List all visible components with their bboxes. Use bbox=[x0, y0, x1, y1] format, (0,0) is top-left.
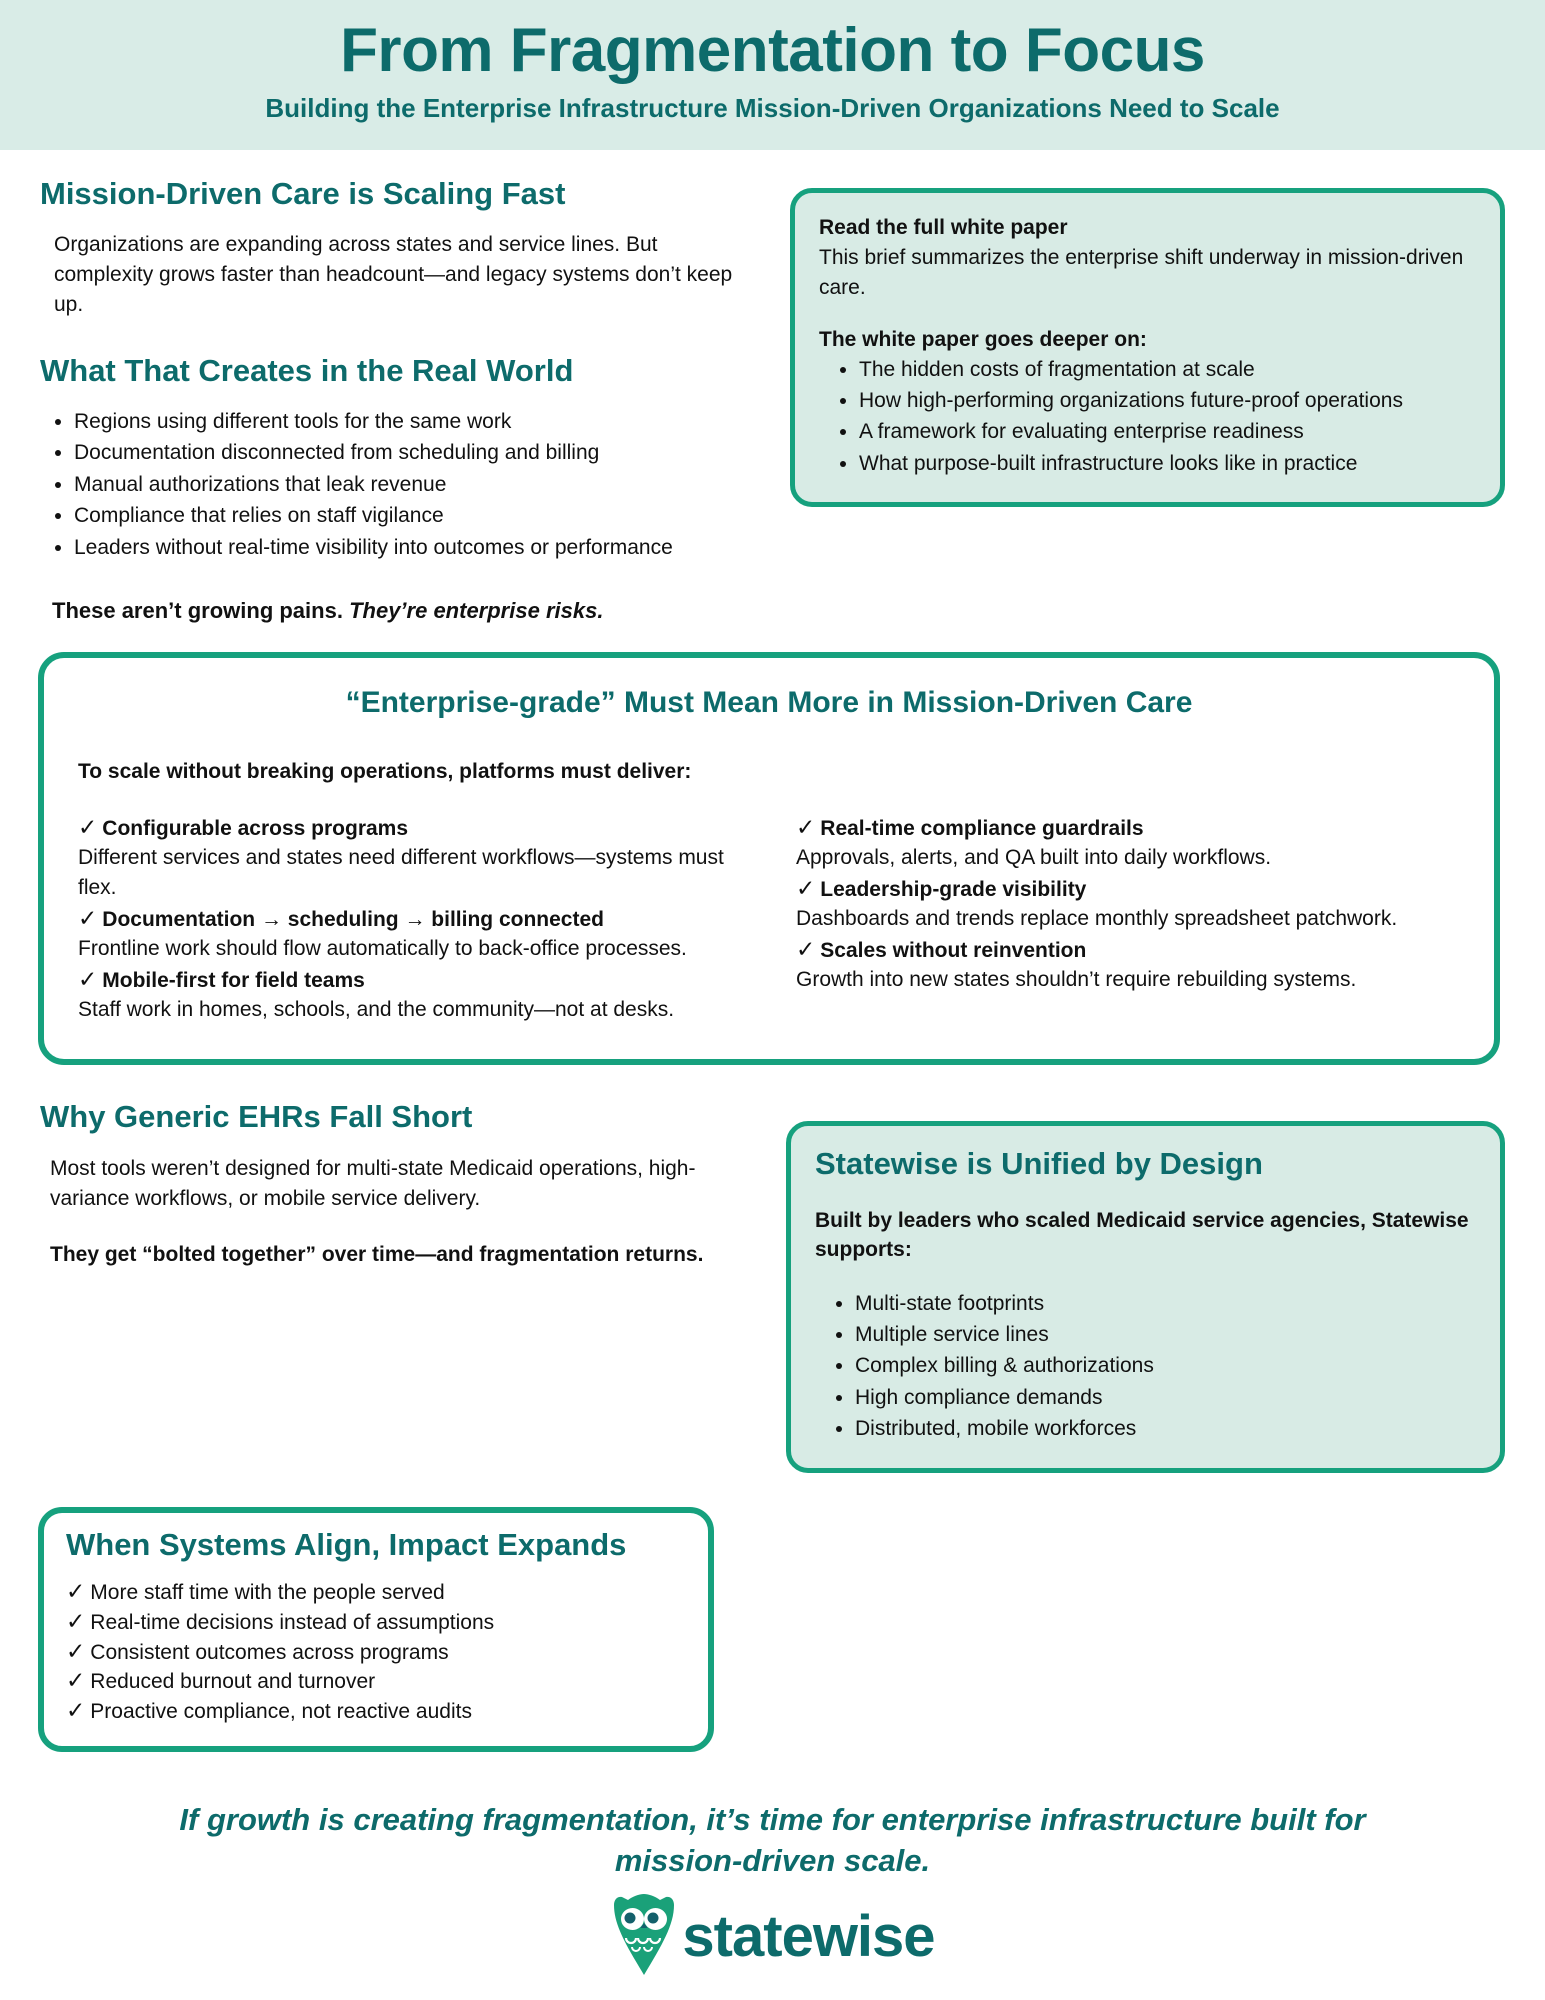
feature-title bbox=[796, 873, 1460, 904]
feature-description: Dashboards and trends replace monthly spreadsheet patchwork. bbox=[796, 907, 1398, 931]
list-item-label: Reduced burnout and turnover bbox=[90, 1670, 376, 1694]
white-paper-list-heading: The white paper goes deeper on: bbox=[819, 327, 1147, 351]
enterprise-grade-lead: To scale without breaking operations, platforms must deliver: bbox=[78, 760, 692, 784]
impact-title: When Systems Align, Impact Expands bbox=[66, 1526, 627, 1562]
feature-title-text: Scales without reinvention bbox=[820, 939, 1087, 963]
list-item: • The hidden costs of fragmentation at scale bbox=[859, 355, 1476, 385]
feature-title bbox=[796, 812, 1460, 843]
list-item: • How high-performing organizations future-proof operations bbox=[859, 386, 1476, 416]
check-icon: ✓ bbox=[78, 965, 98, 992]
real-world-list bbox=[40, 407, 760, 563]
impact-box bbox=[38, 1507, 714, 1752]
page-subtitle: Building the Enterprise Infrastructure Mission-Driven Organizations Need to Scale bbox=[265, 93, 1280, 124]
ehr-heading: Why Generic EHRs Fall Short bbox=[40, 1098, 473, 1134]
feature-description: Frontline work should flow automatically to back-office processes. bbox=[78, 937, 687, 961]
statewise-column bbox=[786, 1099, 1505, 1473]
statewise-title: Statewise is Unified by Design bbox=[815, 1145, 1263, 1181]
list-item: • Complex billing & authorizations bbox=[855, 1351, 1476, 1381]
statewise-logo bbox=[0, 1891, 1545, 1982]
risks-italic-text: They’re enterprise risks. bbox=[349, 598, 604, 624]
list-item: • Multiple service lines bbox=[855, 1320, 1476, 1350]
statewise-callout bbox=[786, 1121, 1505, 1473]
feature-title bbox=[78, 903, 742, 934]
list-item: • Manual authorizations that leak revenue bbox=[74, 470, 760, 500]
real-world-heading: What That Creates in the Real World bbox=[40, 353, 574, 389]
list-item: • Documentation disconnected from scheduling and billing bbox=[74, 438, 760, 468]
feature-title-text: Real-time compliance guardrails bbox=[820, 817, 1144, 841]
ehr-column bbox=[40, 1099, 760, 1473]
enterprise-features-right bbox=[796, 812, 1460, 1025]
feature-description: Approvals, alerts, and QA built into daily workflows. bbox=[796, 846, 1272, 870]
enterprise-risks-line bbox=[0, 564, 1545, 624]
scaling-paragraph: Organizations are expanding across states and service lines. But complexity grows faster than headcount—and legacy systems don’t keep up. bbox=[54, 232, 733, 316]
feature-description: Different services and states need different workflows—systems must flex. bbox=[78, 846, 724, 900]
list-item: • Regions using different tools for the same work bbox=[74, 407, 760, 437]
white-paper-list bbox=[819, 355, 1476, 480]
list-item bbox=[66, 1637, 686, 1667]
feature-title-text: Configurable across programs bbox=[102, 817, 409, 841]
page-header bbox=[0, 0, 1545, 150]
section-scaling-and-whitepaper bbox=[0, 150, 1545, 564]
check-icon: ✓ bbox=[66, 1637, 86, 1664]
spacer bbox=[819, 303, 1476, 325]
page-title: From Fragmentation to Focus bbox=[340, 16, 1205, 85]
list-item-label: Consistent outcomes across programs bbox=[90, 1640, 449, 1664]
risks-bold-text: These aren’t growing pains. bbox=[52, 598, 343, 624]
check-icon: ✓ bbox=[66, 1607, 86, 1634]
list-item-label: Real-time decisions instead of assumptions bbox=[90, 1610, 495, 1634]
list-item bbox=[66, 1666, 686, 1696]
list-item: • A framework for evaluating enterprise readiness bbox=[859, 417, 1476, 447]
list-item: • What purpose-built infrastructure looks like in practice bbox=[859, 449, 1476, 479]
white-paper-callout[interactable] bbox=[790, 188, 1505, 507]
feature-description: Growth into new states shouldn’t require rebuilding systems. bbox=[796, 968, 1357, 992]
impact-list bbox=[66, 1577, 686, 1726]
list-item: • Compliance that relies on staff vigilance bbox=[74, 501, 760, 531]
check-icon: ✓ bbox=[796, 875, 816, 902]
statewise-lead: Built by leaders who scaled Medicaid service agencies, Statewise supports: bbox=[815, 1208, 1469, 1262]
feature-title bbox=[78, 812, 742, 843]
enterprise-grade-box bbox=[38, 652, 1500, 1065]
owl-pin-icon bbox=[610, 1891, 678, 1982]
whitepaper-column bbox=[790, 176, 1505, 564]
white-paper-title: Read the full white paper bbox=[819, 216, 1068, 240]
enterprise-features-left bbox=[78, 812, 742, 1025]
check-icon: ✓ bbox=[78, 904, 98, 931]
page-footer bbox=[0, 1800, 1545, 1982]
white-paper-description: This brief summarizes the enterprise shift underway in mission-driven care. bbox=[819, 246, 1464, 299]
ehr-bolted-text: They get “bolted together” over time—and fragmentation returns. bbox=[50, 1243, 704, 1267]
list-item: • Leaders without real-time visibility into outcomes or performance bbox=[74, 533, 760, 563]
enterprise-grade-title: “Enterprise-grade” Must Mean More in Mission-Driven Care bbox=[345, 686, 1193, 720]
list-item bbox=[66, 1577, 686, 1607]
check-icon: ✓ bbox=[796, 936, 816, 963]
section-ehr-and-statewise bbox=[0, 1065, 1545, 1473]
enterprise-feature-columns bbox=[78, 812, 1460, 1025]
list-item: • High compliance demands bbox=[855, 1383, 1476, 1413]
ehr-paragraph: Most tools weren’t designed for multi-state Medicaid operations, high-variance workflows, or mobile service delivery. bbox=[50, 1157, 696, 1211]
list-item bbox=[66, 1607, 686, 1637]
feature-title bbox=[796, 934, 1460, 965]
check-icon: ✓ bbox=[66, 1667, 86, 1694]
check-icon: ✓ bbox=[78, 814, 98, 841]
feature-description: Staff work in homes, schools, and the community—not at desks. bbox=[78, 998, 675, 1021]
check-icon: ✓ bbox=[66, 1697, 86, 1724]
feature-title-text: Leadership-grade visibility bbox=[820, 878, 1087, 902]
feature-title-text: Documentation → scheduling → billing connected bbox=[102, 907, 604, 931]
list-item: • Multi-state footprints bbox=[855, 1289, 1476, 1319]
feature-title-text: Mobile-first for field teams bbox=[102, 968, 365, 992]
statewise-list bbox=[815, 1289, 1476, 1445]
list-item-label: More staff time with the people served bbox=[90, 1580, 445, 1604]
logo-wordmark: statewise bbox=[682, 1903, 935, 1969]
footer-cta-text: If growth is creating fragmentation, it’s time for enterprise infrastructure built for mission-driven scale. bbox=[179, 1802, 1366, 1878]
feature-title bbox=[78, 964, 742, 995]
list-item bbox=[66, 1696, 686, 1726]
check-icon: ✓ bbox=[796, 814, 816, 841]
scaling-column bbox=[40, 176, 760, 564]
check-icon: ✓ bbox=[66, 1577, 86, 1604]
list-item: • Distributed, mobile workforces bbox=[855, 1414, 1476, 1444]
list-item-label: Proactive compliance, not reactive audits bbox=[90, 1700, 472, 1724]
scaling-heading: Mission-Driven Care is Scaling Fast bbox=[40, 176, 566, 212]
